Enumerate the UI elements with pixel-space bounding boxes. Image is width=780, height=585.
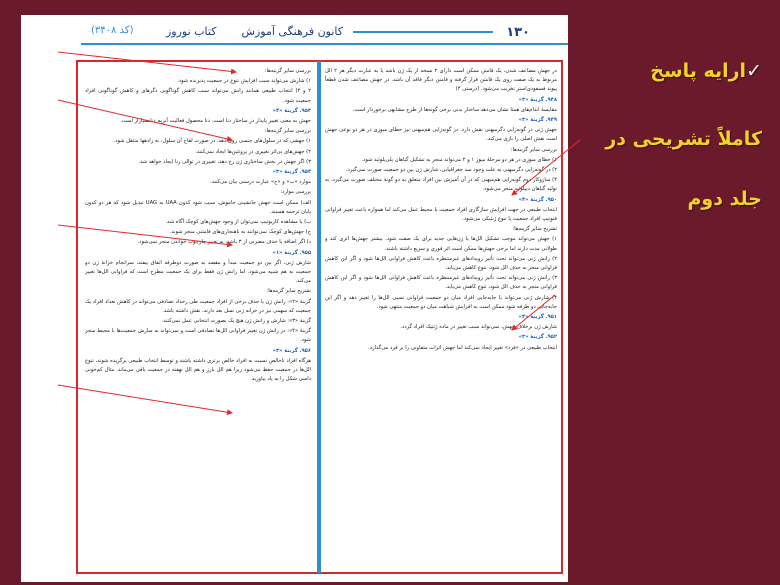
book-title: کتاب نوروز	[166, 25, 217, 38]
paragraph: گزینهٔ «۳»: شارش و رانش ژن هیچ یک بصورت انتخابی عمل نمی‌کنند.	[161, 318, 311, 325]
paragraph: ۲) جهش‌های بی‌اثر تغییری در پروتئین‌ها ایجاد نمی‌کنند.	[195, 148, 311, 155]
arrow-1	[58, 52, 236, 72]
publisher-name: کانون فرهنگی آموزش	[241, 25, 343, 38]
answer-note-line-1: ✓ارایه پاسخ	[650, 60, 762, 82]
question-heading: ۹۵۲. گزینهٔ «۳»	[518, 334, 557, 341]
paragraph: بررسی سایر گزینه‌ها:	[264, 128, 311, 135]
paragraph: انتخاب طبیعی در «فرد» تغییر ایجاد نمی‌کند اما جهش اثرات متفاوتی را بر فرد می‌گذارد.	[368, 344, 557, 351]
paragraph: شارش ژن برخلاف جهش، نمی‌تواند سبب تغییر در ماده ژنتیک افراد گردد.	[400, 324, 557, 331]
paragraph: ب) با مشاهده کاریوتیپ نمی‌توان از وجود جهش‌های کوچک آگاه شد.	[165, 219, 311, 226]
question-heading: ۹۵۵. گزینهٔ «۱»	[272, 249, 311, 256]
paragraph: موارد «ب» و «ج» عبارت درستی بیان می‌کنند.	[210, 179, 311, 186]
paragraph: ۱) خطای میوزی در هر دو مرحلهٔ میوز ۱ و ۲ می‌تواند منجر به تشکیل گیاهان پلی‌پلوئید شود.	[361, 156, 557, 163]
question-heading: ۹۵۱. گزینهٔ «۴»	[518, 314, 557, 321]
question-heading: ۹۵۳. گزینهٔ «۴»	[272, 107, 311, 114]
question-heading: ۹۵۶. گزینهٔ «۳»	[272, 347, 311, 354]
paragraph: تشریح سایر گزینه‌ها:	[266, 288, 311, 295]
paragraph: ۲ و ۴) انتخاب طبیعی همانند رانش می‌تواند سبب کاهش گوناگونی دگرهای و کاهش گوناگونی افراد جمعیت شود.	[85, 88, 311, 104]
question-heading: ۹۴۹. گزینهٔ «۳»	[518, 117, 557, 124]
paragraph: گزینهٔ «۴»: در رانش ژن تغییر فراوانی الل‌ها تصادفی است و نمی‌تواند به سازش جمعیت‌ها با محیط منجر شود.	[85, 328, 311, 344]
arrow-5	[512, 140, 580, 195]
paragraph: مقایسهٔ اندام‌های همتا نشان می‌دهد ساختار بدنی برخی گونه‌ها از طرح مشابهی برخوردار است.	[352, 106, 557, 113]
question-heading: ۹۴۸. گزینهٔ «۳»	[518, 96, 557, 103]
paragraph: جهش به معنی تغییر پایدار در ساختار دنا است. دنا محصول فعالیت آنزیم دنابسپاراز است.	[120, 118, 311, 125]
paragraph: هرگاه افراد ناخالص نسبت به افراد خالص برتری داشته باشند و توسط انتخاب طبیعی برگزیده شوند، تنوع الل‌ها در جمعیت حفظ می‌شود زیرا هم الل بارز و هم الل نهفته در جمعیت باقی می‌ماند. مثال کم‌خونی داسی شکل را به یاد بیاورید.	[85, 357, 311, 383]
arrow-4	[58, 385, 232, 413]
paragraph: ۱) جهشی که در سلول‌های جنسی روی دهد، در صورت لقاح آن سلول، به زادهها منتقل شود.	[113, 138, 311, 145]
page-number: ۱۳۰	[506, 25, 530, 40]
paragraph: تشریح سایر گزینه‌ها:	[512, 226, 557, 233]
answer-note-line-2: کاملاً تشریحی در	[605, 128, 762, 150]
paragraph: ۱) شارش می‌تواند سبب افزایش تنوع در جمعیت پذیرنده شود.	[177, 78, 311, 85]
answer-note-line-3: جلد دوم	[687, 188, 762, 210]
arrow-3	[58, 225, 232, 245]
arrow-6	[512, 295, 555, 330]
paragraph: بررسی موارد:	[280, 189, 311, 196]
paragraph: شارش ژنی، اگر بین دو جمعیت مبدأ و مقصد به صورت دوطرفه اتفاق بیفتد، سرانجام خزانهٔ ژن دو جمعیت به هم شبیه می‌شود. اما رانش ژن فقط برای یک جمعیت مطرح است که فراوانی الل‌ها تغییر می‌کند.	[85, 259, 311, 285]
book-code: (کد ۳۴۰۸)	[91, 25, 134, 36]
paragraph: بررسی سایر گزینه‌ها:	[264, 68, 311, 74]
paragraph: ۲) در گونه‌زایی دگرمیهنی به علت وجود سد جغرافیایی، شارش ژن بین دو جمعیت صورت نمی‌گیرد.	[345, 167, 557, 174]
paragraph: الف) ممکن است جهش جانشینی خاموش، سبب شود کدون UAA به UAG تبدیل شود که هر دو کدون پایان ترجمه هستند.	[85, 199, 311, 215]
paragraph: در جهش مضاعف شدن، یک قامتن ممکن است دارای ۲ نسخه از یک ژن باشد یا به عبارت دیگر هر ۲ الل مربوط به یک صفت روی یک قامتن قرار گرفته و قامتن دیگر فاقد آن باشد. در جهش مضاعف شدن قطعاً پیوند فسفودی‌استر تخریب می‌شود. (درستی ۴)	[325, 68, 557, 93]
check-mark-icon: ✓	[746, 60, 762, 82]
paragraph: ۴) سازوکار دوم گونه‌زایی هم‌میهنی که در آن آمیزش بین افراد متعلق به دو گونهٔ مختلف صورت می‌گیرد، به تولید گیاهان دیپلوئید منجر می‌شود.	[325, 177, 557, 193]
question-heading: ۹۵۴. گزینهٔ «۳»	[272, 169, 311, 176]
paragraph: ۳) رانش ژنی می‌تواند تحت تأثیر رویدادهای غیرمنتظره باعث کاهش فراوانی الل‌ها شود و اگر این کاهش فراوانی منجر به حذف الل شود، تنوع کاهش می‌یابد.	[325, 275, 557, 291]
arrow-2	[58, 100, 232, 140]
paragraph: ۱) جهش می‌تواند موجب تشکیل الل‌ها یا ژن‌هایی جدید برای یک صفت شود. بیشتر جهش‌ها اثری کند و طولانی مدت دارند اما برخی جهش‌ها ممکن است اثر فوری و سریع داشته باشند.	[325, 236, 557, 252]
paragraph: گزینهٔ «۲»: رانش ژن با حذف برخی از افراد جمعیت طی رخداد تصادفی می‌تواند در کاهش تعداد افراد یک جمعیت که سهمی نیز در خزانه ژنی نسل بعد دارند، نقش داشته باشد.	[85, 298, 311, 314]
paragraph: ۳) اگر جهش در بخش ساختاری ژن رخ دهد، تغییری در توالی رنا ایجاد خواهد شد.	[138, 158, 311, 165]
paragraph: جهش ژنی در گونه‌زایی دگرمیهنی نقش دارد. در گونه‌زایی هم‌میهنی نیز خطای میوزی در هر دو نوعی جهش است نقش اصلی را بازی می‌کند.	[325, 127, 557, 143]
paragraph: ۴) شارش ژنی می‌تواند با جابه‌جایی افراد میان دو جمعیت فراوانی نسبی الل‌ها را تغییر دهد و اگر این جابه‌جایی دو طرفه شود ممکن است به افزایش شباهت میان دو جمعیت منتهی شود.	[325, 294, 557, 310]
paragraph: ج) جهش‌های کوچک نمی‌توانند به ناهنجاری‌های فامتنی منجر شوند.	[169, 229, 311, 236]
paragraph: د) اگر اضافه یا حذف مضربی از ۳ باشد، به تغییر چارچوب خواندن منجر نمی‌شود.	[137, 239, 311, 246]
paragraph: ۲) رانش ژنی می‌تواند تحت تأثیر رویدادهای غیرمنتظره باعث کاهش فراوانی الل‌ها شود و اگر این کاهش فراوانی منجر به حذف الل شود، تنوع کاهش می‌یابد.	[325, 255, 557, 272]
paragraph: انتخاب طبیعی در جهت افزایش سازگاری افراد جمعیت با محیط عمل می‌کند اما همواره باعث تغییر فراوانی فنوتیپ افراد جمعیت یا تنوع ژنتیکی می‌شود.	[325, 206, 557, 223]
paragraph: بررسی سایر گزینه‌ها:	[510, 146, 557, 153]
question-heading: ۹۵۰. گزینهٔ «۴»	[518, 196, 557, 203]
